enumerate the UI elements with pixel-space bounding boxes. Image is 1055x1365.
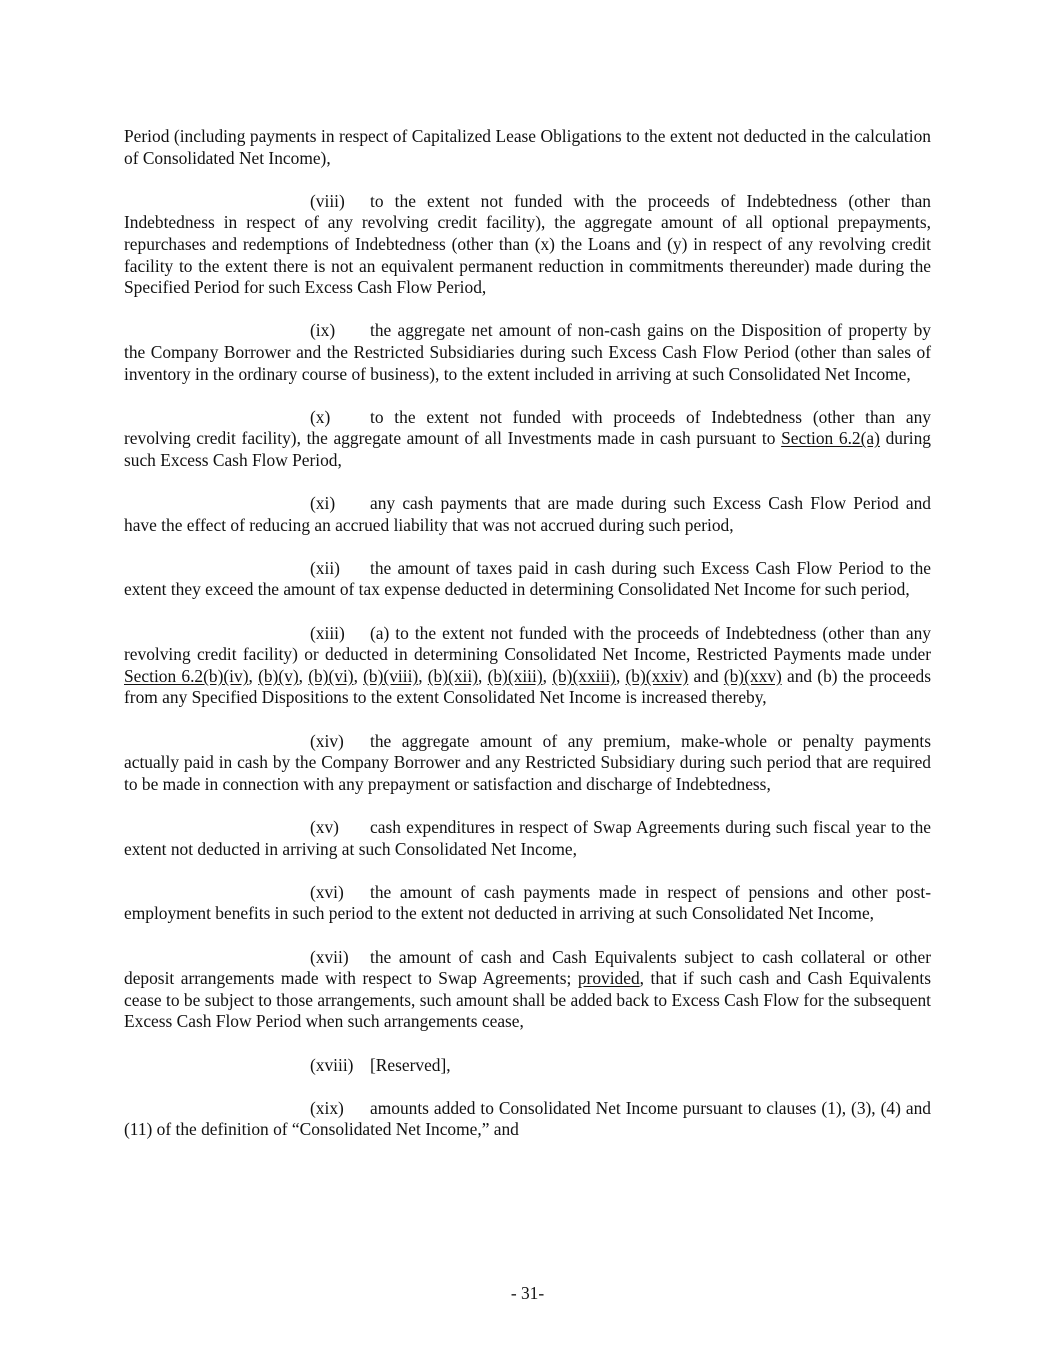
clause-number: (xi) — [310, 493, 336, 514]
clause-text: and (b) the proceeds from any Specified Dispositions to the extent Consolidated Net Income is increased thereby, — [124, 665, 932, 708]
clause-number: (xix) — [310, 1097, 344, 1118]
section-reference: (b)(xxiv) — [625, 665, 689, 686]
section-reference: (b)(xxv) — [723, 665, 782, 686]
clause-text: the amount of taxes paid in cash during such Excess Cash Flow Period to the extent they exceed the amount of tax expense deducted in determining Consolidated Net Income for such period, — [124, 557, 931, 600]
section-reference: (b)(v) — [258, 665, 299, 686]
clause-text: the aggregate amount of any premium, make-whole or penalty payments actually paid in cash by the Company Borrower and any Restricted Subsidiary during such period that are required to be made in connection with any prepayment or satisfaction and discharge of Indebtedness, — [124, 730, 931, 794]
clause-text: to the extent not funded with proceeds of Indebtedness (other than any revolving credit facility), the aggregate amount of all Investments made in cash pursuant to — [124, 406, 931, 449]
clause-number: (xv) — [310, 817, 339, 837]
clause-text: during such Excess Cash Flow Period, — [124, 428, 931, 470]
clause-viii — [124, 191, 931, 299]
clause-xvii — [124, 947, 931, 1033]
section-reference: (b)(viii) — [363, 665, 419, 686]
clause-xiii — [124, 623, 931, 709]
clause-number: (x) — [310, 406, 331, 427]
clause-number: (xvi) — [310, 881, 344, 902]
separator: , — [418, 665, 428, 686]
clause-ix — [124, 320, 931, 385]
clause-x — [124, 407, 931, 472]
separator: , — [615, 665, 626, 686]
section-reference: (b)(vi) — [308, 665, 354, 686]
clause-xix — [124, 1098, 931, 1141]
intro-paragraph: Period (including payments in respect of Capitalized Lease Obligations to the extent not deducted in the calculation of Consolidated Net Income), — [124, 126, 931, 168]
clause-text: [Reserved], — [370, 1054, 451, 1075]
clause-xii — [124, 558, 931, 601]
clause-text: the aggregate net amount of non-cash gains on the Disposition of property by the Company Borrower and the Restricted Subsidiaries during such Excess Cash Flow Period (other than sales of inventory in the ordinary course of business), to the extent included in arriving at such Consolidated Net Income, — [124, 320, 931, 384]
clause-xi — [124, 493, 931, 536]
clause-xiv — [124, 731, 931, 796]
clause-number: (xii) — [310, 557, 340, 578]
clause-number: (xiv) — [310, 730, 344, 751]
clause-number: (xvii) — [310, 946, 349, 967]
section-reference: (b)(xxiii) — [552, 665, 616, 686]
separator: and — [688, 665, 724, 686]
clause-xviii — [124, 1055, 931, 1077]
clause-text: any cash payments that are made during such Excess Cash Flow Period and have the effect of reducing an accrued liability that was not accrued during such period, — [124, 493, 931, 535]
document-body — [124, 126, 931, 1163]
clause-number: (xviii) — [310, 1054, 354, 1075]
page-number: - 31- — [510, 1283, 545, 1303]
defined-term-provided: provided — [577, 968, 640, 989]
clause-text: the amount of cash and Cash Equivalents subject to cash collateral or other deposit arrangements made with respect to Swap Agreements; — [124, 946, 931, 989]
clause-number: (viii) — [310, 190, 345, 211]
clause-xv — [124, 817, 931, 860]
clause-text: to the extent not funded with the proceeds of Indebtedness (other than Indebtedness in respect of any revolving credit facility), the aggregate amount of all optional prepayments, repurchases and redemptions of Indebtedness (other than (x) the Loans and (y) in respect of any revolving credit facility to the extent there is not an equivalent permanent reduction in commitments thereunder) made during the Specified Period for such Excess Cash Flow Period, — [124, 190, 931, 298]
section-reference: Section 6.2(b)(iv) — [124, 665, 249, 686]
clause-text: , that if such cash and Cash Equivalents cease to be subject to those arrangements, such amount shall be added back to Excess Cash Flow for the subsequent Excess Cash Flow Period when such arrangements cease, — [124, 968, 931, 1032]
clause-text: the amount of cash payments made in respect of pensions and other post-employment benefits in such period to the extent not deducted in arriving at such Consolidated Net Income, — [124, 881, 931, 924]
separator: , — [353, 665, 364, 686]
clause-number: (xiii) — [310, 622, 345, 643]
clause-number: (ix) — [310, 320, 336, 341]
clause-xvi — [124, 882, 931, 925]
section-reference: Section 6.2(a) — [781, 428, 880, 449]
separator: , — [248, 665, 259, 686]
separator: , — [478, 665, 488, 686]
clause-text: cash expenditures in respect of Swap Agreements during such fiscal year to the extent not deducted in arriving at such Consolidated Net Income, — [124, 817, 931, 859]
section-reference: (b)(xii) — [427, 665, 478, 686]
separator: , — [298, 665, 309, 686]
clause-text: (a) to the extent not funded with the proceeds of Indebtedness (other than any revolving credit facility) or deducted in determining Consolidated Net Income, Restricted Payments made under — [124, 622, 931, 665]
section-reference: (b)(xiii) — [487, 665, 543, 686]
separator: , — [542, 665, 553, 686]
clause-text: amounts added to Consolidated Net Income pursuant to clauses (1), (3), (4) and (11) of the definition of “Consolidated Net Income,” and — [124, 1097, 931, 1140]
